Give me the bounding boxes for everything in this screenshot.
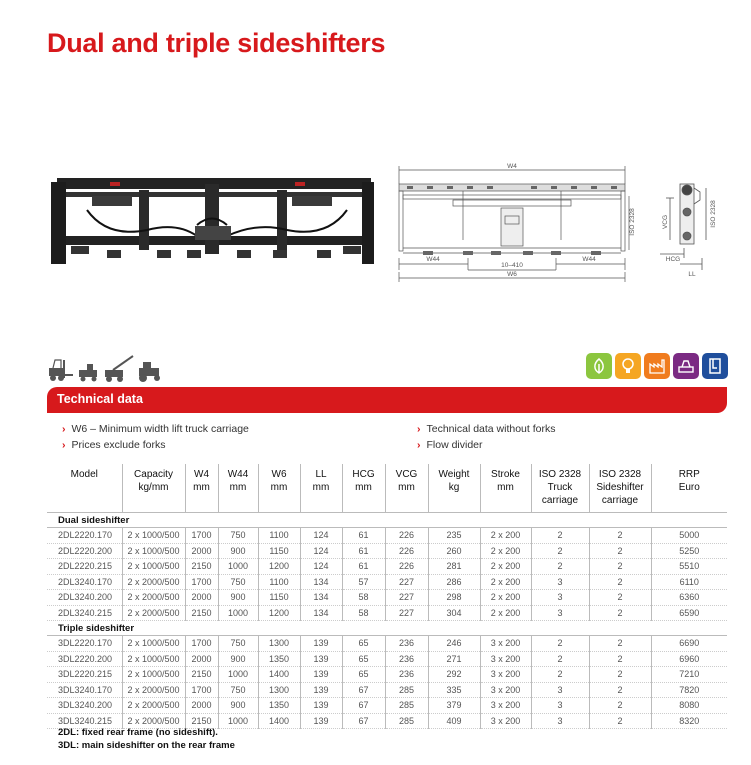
table-cell: 2000: [185, 590, 218, 606]
technical-data-header: [47, 387, 727, 413]
table-cell: 2DL3240.215: [47, 605, 122, 621]
table-cell: 286: [428, 574, 480, 590]
chevron-right-icon: ›: [417, 423, 421, 435]
table-cell: 2 x 200: [480, 574, 531, 590]
table-cell: 67: [342, 713, 385, 729]
column-header: [47, 464, 122, 513]
column-header: [385, 464, 428, 513]
table-cell: 246: [428, 636, 480, 652]
table-cell: 271: [428, 651, 480, 667]
table-cell: 65: [342, 667, 385, 683]
table-cell: 3DL3240.170: [47, 682, 122, 698]
table-cell: 2 x 2000/500: [122, 698, 185, 714]
table-cell: 2 x 2000/500: [122, 590, 185, 606]
note-left-1: › W6 – Minimum width lift truck carriage: [62, 423, 249, 435]
table-cell: 2 x 200: [480, 528, 531, 544]
table-cell: 2 x 200: [480, 543, 531, 559]
table-cell: 2150: [185, 605, 218, 621]
product-photo: [47, 170, 375, 278]
table-cell: 2 x 2000/500: [122, 682, 185, 698]
table-cell: 2: [531, 528, 589, 544]
column-header: [122, 464, 185, 513]
table-cell: 3: [531, 574, 589, 590]
column-header-line: HCG: [352, 469, 375, 480]
column-header: [300, 464, 342, 513]
table-cell: 57: [342, 574, 385, 590]
table-cell: 139: [300, 682, 342, 698]
forklift-icon: [49, 360, 73, 381]
table-cell: 2000: [185, 543, 218, 559]
column-header-line: mm: [270, 482, 288, 493]
table-cell: 227: [385, 590, 428, 606]
table-cell: 1100: [258, 574, 300, 590]
eco-icon: [586, 353, 612, 379]
group-row: [47, 621, 727, 636]
doc-icon: [702, 353, 728, 379]
table-row: [47, 636, 727, 652]
table-cell: 1350: [258, 698, 300, 714]
table-cell: 7210: [651, 667, 727, 683]
table-cell: 2: [589, 636, 651, 652]
table-cell: 900: [218, 651, 258, 667]
column-header-line: Model: [70, 469, 98, 480]
notes: [47, 416, 727, 456]
table-cell: 236: [385, 636, 428, 652]
column-header-line: mm: [355, 482, 372, 493]
table-cell: 2DL2220.215: [47, 559, 122, 575]
column-header: [428, 464, 480, 513]
footnotes: [58, 727, 235, 752]
table-cell: 6690: [651, 636, 727, 652]
table-cell: 6110: [651, 574, 727, 590]
table-cell: 750: [218, 574, 258, 590]
table-cell: 900: [218, 698, 258, 714]
table-cell: 61: [342, 528, 385, 544]
table-cell: 2 x 2000/500: [122, 605, 185, 621]
table-cell: 226: [385, 528, 428, 544]
column-header-line: kg: [448, 482, 460, 493]
group-row: [47, 513, 727, 528]
table-cell: 2: [589, 559, 651, 575]
note-left-2: › Prices exclude forks: [62, 439, 166, 451]
column-header-line: mm: [398, 482, 415, 493]
table-cell: 260: [428, 543, 480, 559]
table-cell: 235: [428, 528, 480, 544]
table-cell: 2: [531, 667, 589, 683]
table-cell: 139: [300, 651, 342, 667]
table-cell: 58: [342, 590, 385, 606]
iso-left-label: ISO 2328: [629, 208, 636, 236]
table-cell: 7820: [651, 682, 727, 698]
chevron-right-icon: ›: [417, 439, 421, 451]
table-cell: 3DL2220.215: [47, 667, 122, 683]
table-cell: 2150: [185, 559, 218, 575]
table-cell: 67: [342, 682, 385, 698]
table-cell: 3: [531, 682, 589, 698]
column-header-line: Capacity: [134, 469, 173, 480]
table-cell: 1000: [218, 667, 258, 683]
table-cell: 139: [300, 667, 342, 683]
table-cell: 2 x 2000/500: [122, 574, 185, 590]
technical-data-table: [47, 464, 727, 729]
table-cell: 285: [385, 698, 428, 714]
table-cell: 1300: [258, 682, 300, 698]
table-cell: 61: [342, 543, 385, 559]
iso-right-label: ISO 2328: [710, 200, 717, 228]
table-cell: 134: [300, 574, 342, 590]
table-cell: 1150: [258, 590, 300, 606]
column-header-line: carriage: [541, 495, 579, 506]
table-cell: 1000: [218, 713, 258, 729]
table-cell: 2: [589, 574, 651, 590]
group-title: Dual sideshifter: [47, 513, 727, 528]
table-cell: 3 x 200: [480, 636, 531, 652]
table-cell: 2: [589, 667, 651, 683]
table-cell: 139: [300, 698, 342, 714]
table-cell: 227: [385, 605, 428, 621]
table-row: [47, 698, 727, 714]
chevron-right-icon: ›: [62, 423, 66, 435]
weigh-icon: [673, 353, 699, 379]
w44-right-label: W44: [582, 256, 596, 263]
table-row: [47, 574, 727, 590]
chevron-right-icon: ›: [62, 439, 66, 451]
table-cell: 298: [428, 590, 480, 606]
footnote-2dl: 2DL: fixed rear frame (no sideshift).: [58, 727, 218, 738]
table-cell: 124: [300, 543, 342, 559]
table-cell: 3 x 200: [480, 667, 531, 683]
table-cell: 2: [531, 636, 589, 652]
table-cell: 2 x 1000/500: [122, 667, 185, 683]
table-cell: 1700: [185, 682, 218, 698]
column-header-line: mm: [229, 482, 247, 493]
table-cell: 1700: [185, 528, 218, 544]
column-header-line: mm: [497, 482, 514, 493]
table-cell: 3: [531, 713, 589, 729]
table-cell: 2000: [185, 698, 218, 714]
factory-icon: [644, 353, 670, 379]
column-header-line: carriage: [601, 495, 639, 506]
vcg-label: VCG: [662, 214, 669, 230]
column-header-line: Stroke: [491, 469, 520, 480]
column-header-line: W4: [194, 469, 209, 480]
tractor-icon: [139, 362, 160, 382]
table-row: [47, 528, 727, 544]
table-cell: 3 x 200: [480, 698, 531, 714]
ll-label: LL: [688, 271, 696, 278]
table-cell: 335: [428, 682, 480, 698]
column-header-line: VCG: [395, 469, 418, 480]
table-header-row: [47, 464, 727, 513]
table-cell: 8080: [651, 698, 727, 714]
table-cell: 2: [589, 713, 651, 729]
table-cell: 6960: [651, 651, 727, 667]
table-cell: 6590: [651, 605, 727, 621]
table-cell: 1000: [218, 605, 258, 621]
column-header: [218, 464, 258, 513]
table-cell: 139: [300, 713, 342, 729]
column-header: [185, 464, 218, 513]
column-header-line: mm: [193, 482, 210, 493]
table-row: [47, 543, 727, 559]
table-cell: 2 x 200: [480, 590, 531, 606]
column-header: [531, 464, 589, 513]
table-cell: 3: [531, 590, 589, 606]
table-cell: 2: [531, 651, 589, 667]
table-cell: 1200: [258, 605, 300, 621]
table-cell: 134: [300, 605, 342, 621]
table-cell: 2DL2220.170: [47, 528, 122, 544]
table-cell: 236: [385, 651, 428, 667]
group-title: Triple sideshifter: [47, 621, 727, 636]
table-cell: 3 x 200: [480, 713, 531, 729]
bulb-icon: [615, 353, 641, 379]
table-cell: 2: [589, 698, 651, 714]
table-cell: 134: [300, 590, 342, 606]
w44-left-label: W44: [426, 256, 440, 263]
table-cell: 409: [428, 713, 480, 729]
table-cell: 2: [589, 528, 651, 544]
table-cell: 1350: [258, 651, 300, 667]
table-row: [47, 682, 727, 698]
hcg-label: HCG: [665, 256, 681, 263]
table-cell: 2 x 200: [480, 605, 531, 621]
table-cell: 124: [300, 559, 342, 575]
table-cell: 3DL2220.170: [47, 636, 122, 652]
table-cell: 2DL3240.200: [47, 590, 122, 606]
table-cell: 3 x 200: [480, 682, 531, 698]
table-cell: 226: [385, 559, 428, 575]
table-cell: 3 x 200: [480, 651, 531, 667]
table-cell: 750: [218, 528, 258, 544]
range-label: 10–410: [501, 262, 523, 269]
table-cell: 2 x 1000/500: [122, 636, 185, 652]
table-row: [47, 605, 727, 621]
table-row: [47, 651, 727, 667]
table-cell: 379: [428, 698, 480, 714]
table-cell: 3DL3240.215: [47, 713, 122, 729]
table-cell: 1150: [258, 543, 300, 559]
column-header-line: Truck: [547, 482, 573, 493]
table-cell: 285: [385, 713, 428, 729]
side-drawing: [640, 178, 730, 286]
table-cell: 1000: [218, 559, 258, 575]
table-cell: 2: [531, 559, 589, 575]
column-header-line: mm: [312, 482, 330, 493]
table-cell: 3: [531, 698, 589, 714]
table-cell: 3DL2220.200: [47, 651, 122, 667]
table-cell: 900: [218, 590, 258, 606]
table-cell: 1100: [258, 528, 300, 544]
table-cell: 2000: [185, 651, 218, 667]
table-cell: 2 x 1000/500: [122, 559, 185, 575]
table-cell: 2: [589, 590, 651, 606]
table-cell: 1700: [185, 636, 218, 652]
table-row: [47, 590, 727, 606]
table-row: [47, 667, 727, 683]
reach-truck-icon: [79, 364, 97, 382]
table-cell: 8320: [651, 713, 727, 729]
table-cell: 2: [589, 651, 651, 667]
table-cell: 1200: [258, 559, 300, 575]
table-cell: 5250: [651, 543, 727, 559]
column-header: [480, 464, 531, 513]
column-header: [651, 464, 727, 513]
table-cell: 65: [342, 651, 385, 667]
w4-label: W4: [507, 163, 517, 170]
table-cell: 1400: [258, 667, 300, 683]
table-cell: 3DL3240.200: [47, 698, 122, 714]
column-header-line: RRP: [678, 469, 700, 480]
front-drawing: [393, 160, 636, 285]
table-cell: 2 x 1000/500: [122, 528, 185, 544]
column-header-line: Sideshifter: [596, 482, 644, 493]
table-cell: 2: [589, 605, 651, 621]
column-header-line: ISO 2328: [538, 469, 582, 480]
table-cell: 281: [428, 559, 480, 575]
table-cell: 124: [300, 528, 342, 544]
column-header-line: kg/mm: [138, 482, 169, 493]
table-cell: 227: [385, 574, 428, 590]
table-cell: 2 x 1000/500: [122, 543, 185, 559]
table-row: [47, 559, 727, 575]
table-cell: 67: [342, 698, 385, 714]
column-header-line: ISO 2328: [598, 469, 642, 480]
page-title: Dual and triple sideshifters: [47, 28, 386, 58]
column-header-line: Euro: [678, 482, 700, 493]
column-header: [589, 464, 651, 513]
table-cell: 2 x 1000/500: [122, 651, 185, 667]
table-cell: 1400: [258, 713, 300, 729]
section-title: Technical data: [57, 392, 143, 406]
table-cell: 1700: [185, 574, 218, 590]
table-cell: 58: [342, 605, 385, 621]
table-cell: 304: [428, 605, 480, 621]
table-cell: 292: [428, 667, 480, 683]
w6-label: W6: [507, 271, 517, 278]
column-header-line: W6: [271, 469, 287, 480]
footnote-3dl: 3DL: main sideshifter on the rear frame: [58, 739, 235, 751]
column-header: [258, 464, 300, 513]
table-cell: 2 x 200: [480, 559, 531, 575]
note-right-1: › Technical data without forks: [417, 423, 556, 435]
table-cell: 2: [589, 543, 651, 559]
table-cell: 65: [342, 636, 385, 652]
feature-icons: [586, 353, 728, 379]
telehandler-icon: [105, 356, 133, 382]
note-right-2: › Flow divider: [417, 439, 483, 451]
table-cell: 285: [385, 682, 428, 698]
table-cell: 2DL2220.200: [47, 543, 122, 559]
column-header-line: LL: [315, 469, 327, 480]
table-cell: 2 x 2000/500: [122, 713, 185, 729]
table-cell: 226: [385, 543, 428, 559]
table-cell: 750: [218, 636, 258, 652]
table-cell: 2: [589, 682, 651, 698]
table-cell: 2: [531, 543, 589, 559]
table-cell: 2150: [185, 667, 218, 683]
table-cell: 1300: [258, 636, 300, 652]
column-header-line: W44: [227, 469, 249, 480]
table-cell: 5000: [651, 528, 727, 544]
table-cell: 2150: [185, 713, 218, 729]
table-cell: 3: [531, 605, 589, 621]
table-cell: 5510: [651, 559, 727, 575]
table-cell: 236: [385, 667, 428, 683]
table-cell: 750: [218, 682, 258, 698]
table-cell: 900: [218, 543, 258, 559]
table-cell: 61: [342, 559, 385, 575]
truck-type-icons: [47, 354, 167, 384]
table-cell: 2DL3240.170: [47, 574, 122, 590]
column-header-line: Weight: [438, 469, 470, 480]
table-cell: 6360: [651, 590, 727, 606]
column-header: [342, 464, 385, 513]
table-cell: 139: [300, 636, 342, 652]
